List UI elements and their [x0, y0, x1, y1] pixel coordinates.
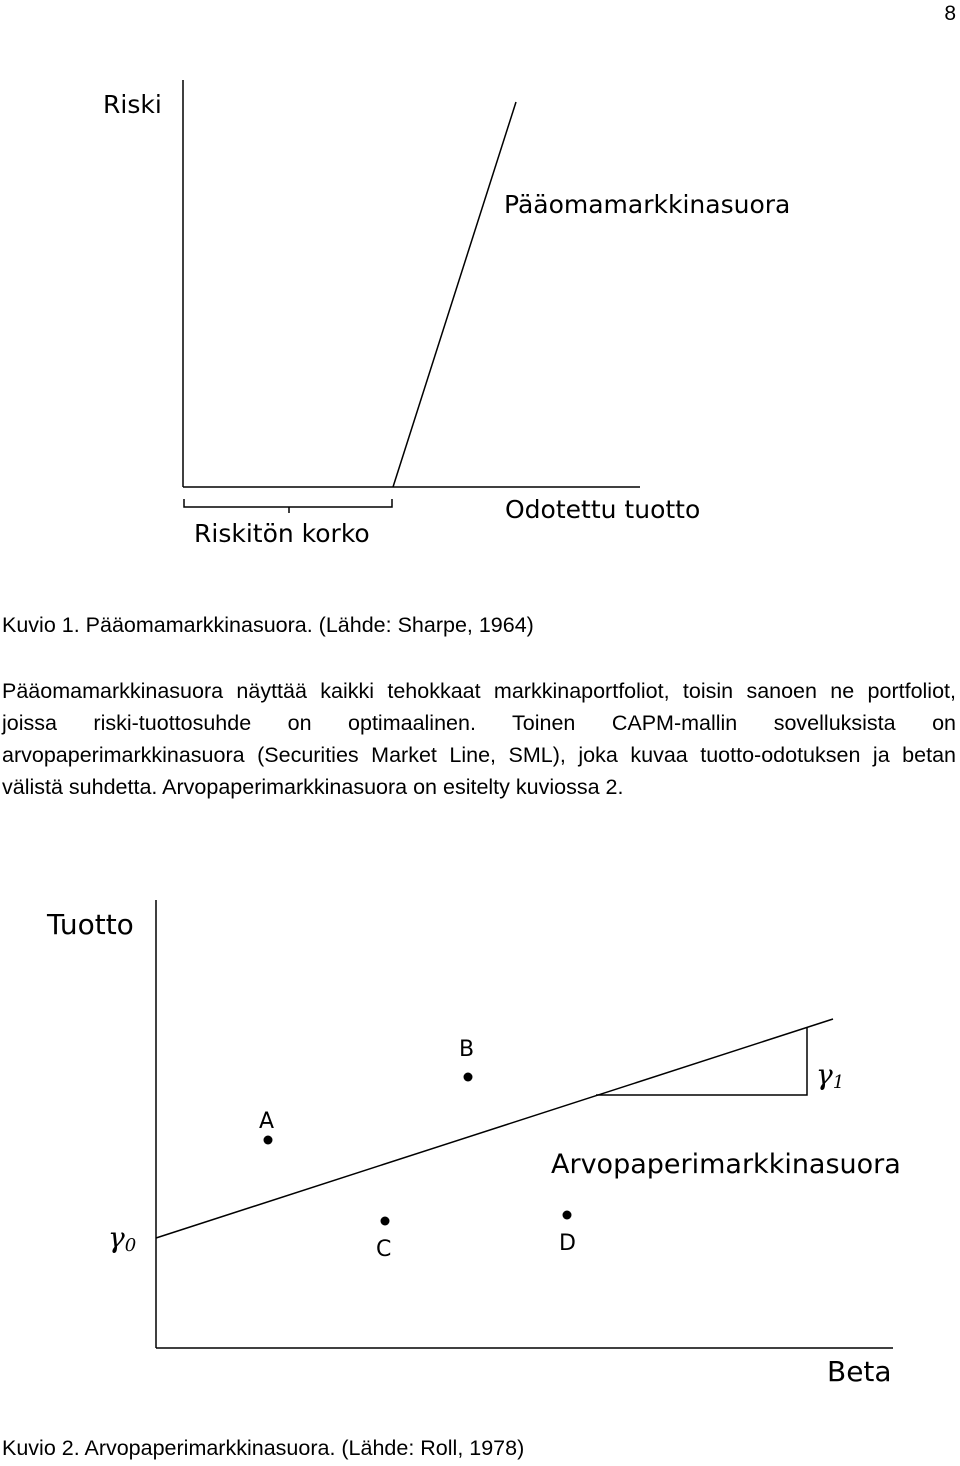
- fig2-point-b-label: B: [459, 1037, 475, 1062]
- figure-2-caption: Kuvio 2. Arvopaperimarkkinasuora. (Lähde: Roll, 1978): [2, 1436, 525, 1460]
- fig2-gamma0-symbol: γ: [108, 1221, 125, 1254]
- fig2-point-c-marker: [381, 1217, 390, 1226]
- body-paragraph: Pääomamarkkinasuora näyttää kaikki tehokkaat markkinaportfoliot, toisin sanoen ne portfoliot, joissa riski-tuottosuhde on optimaalinen. Toinen CAPM-mallin sovelluksista on arvopaperimarkkinasuora (Securities Market Line, SML), joka kuvaa tuotto-odotuksen ja betan välistä suhdetta. Arvopaperimarkkinasuora on esitelty kuviossa 2.: [2, 679, 956, 799]
- page-number: 8: [944, 2, 956, 25]
- fig2-gamma0: [108, 1221, 136, 1256]
- fig2-gamma0-subscript: 0: [124, 1235, 137, 1256]
- fig2-y-axis-label: Tuotto: [47, 908, 134, 941]
- fig2-security-market-line: [156, 1019, 833, 1238]
- fig2-gamma1: [816, 1058, 844, 1093]
- fig2-point-a-marker: [264, 1136, 273, 1145]
- fig2-point-b-marker: [464, 1073, 473, 1082]
- fig1-y-axis-label: Riski: [103, 90, 162, 119]
- fig2-line-label: Arvopaperimarkkinasuora: [551, 1149, 901, 1180]
- fig2-x-axis-label: Beta: [827, 1355, 892, 1388]
- fig1-x-axis-label: Odotettu tuotto: [505, 495, 701, 524]
- fig2-point-a-label: A: [259, 1109, 275, 1134]
- fig2-point-d-label: D: [559, 1231, 576, 1256]
- fig2-point-d-marker: [563, 1211, 572, 1220]
- fig1-line-label: Pääomamarkkinasuora: [504, 190, 791, 219]
- fig2-gamma1-subscript: 1: [832, 1072, 845, 1093]
- figure-1-caption: Kuvio 1. Pääomamarkkinasuora. (Lähde: Sharpe, 1964): [2, 613, 534, 637]
- fig2-gamma1-symbol: γ: [816, 1058, 833, 1091]
- fig2-point-c-label: C: [376, 1237, 392, 1262]
- fig1-bracket-label: Riskitön korko: [194, 519, 370, 548]
